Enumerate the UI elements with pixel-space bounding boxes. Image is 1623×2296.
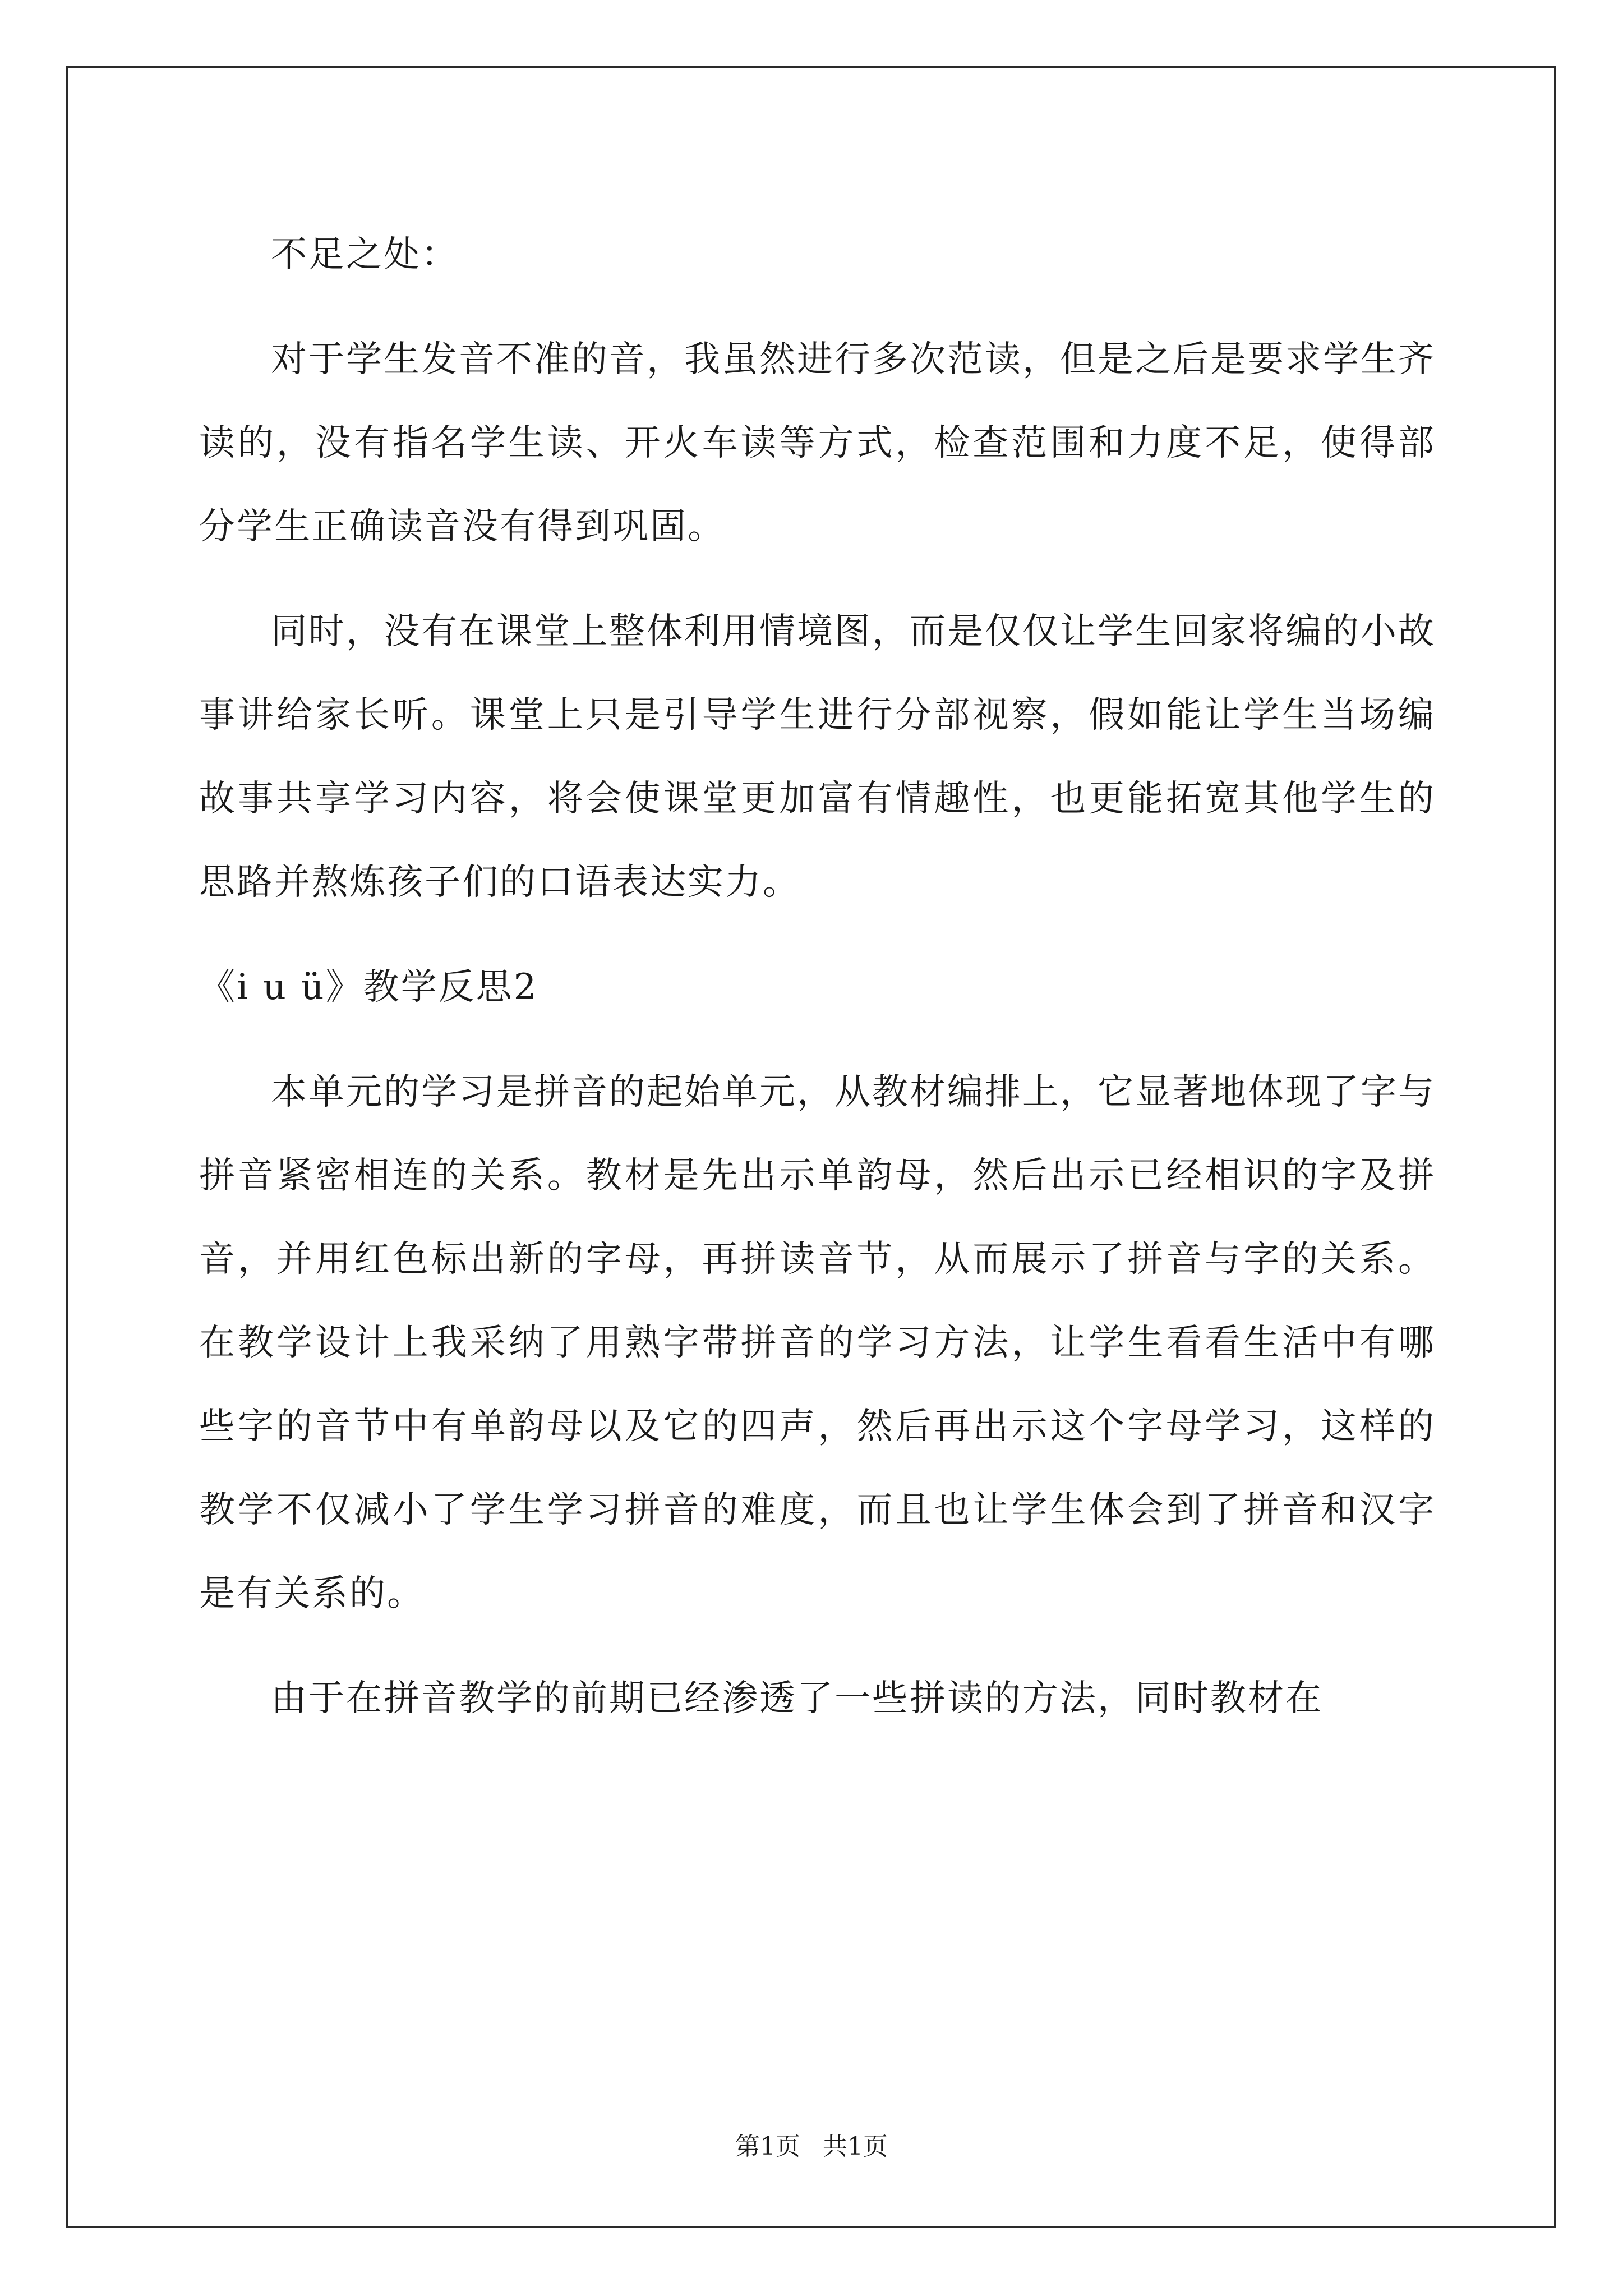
section-heading: 《i u ü》教学反思2 [199,967,538,1008]
paragraph-continuation: 由于在拼音教学的前期已经渗透了一些拼读的方法，同时教材在 [271,1678,1323,1719]
paragraph-situation-picture: 同时，没有在课堂上整体利用情境图，而是仅仅让学生回家将编的小故事讲给家长听。课堂上只是引导学生进行分部视察，假如能让学生当场编故事共享学习内容，将会使课堂更加富有情趣性，也更能拓宽其他学生的思路并熬炼孩子们的口语表达实力。 [199,611,1436,903]
page-footer [0,2126,1623,2162]
paragraph-shortcomings-title: 不足之处： [271,234,459,275]
page-number: 第1页 [735,2132,800,2161]
paragraph-unit-intro: 本单元的学习是拼音的起始单元，从教材编排上，它显著地体现了字与拼音紧密相连的关系。教材是先出示单韵母，然后出示已经相识的字及拼音，并用红色标出新的字母，再拼读音节，从而展示了拼音与字的关系。在教学设计上我采纳了用熟字带拼音的学习方法，让学生看看生活中有哪些字的音节中有单韵母以及它的四声，然后再出示这个字母学习，这样的教学不仅减小了学生学习拼音的难度，而且也让学生体会到了拼音和汉字是有关系的。 [199,1071,1436,1614]
paragraph-pronunciation: 对于学生发音不准的音，我虽然进行多次范读，但是之后是要求学生齐读的，没有指名学生读、开火车读等方式，检查范围和力度不足，使得部分学生正确读音没有得到巩固。 [199,339,1436,547]
page-total: 共1页 [823,2132,888,2161]
document-body [199,213,1436,1741]
